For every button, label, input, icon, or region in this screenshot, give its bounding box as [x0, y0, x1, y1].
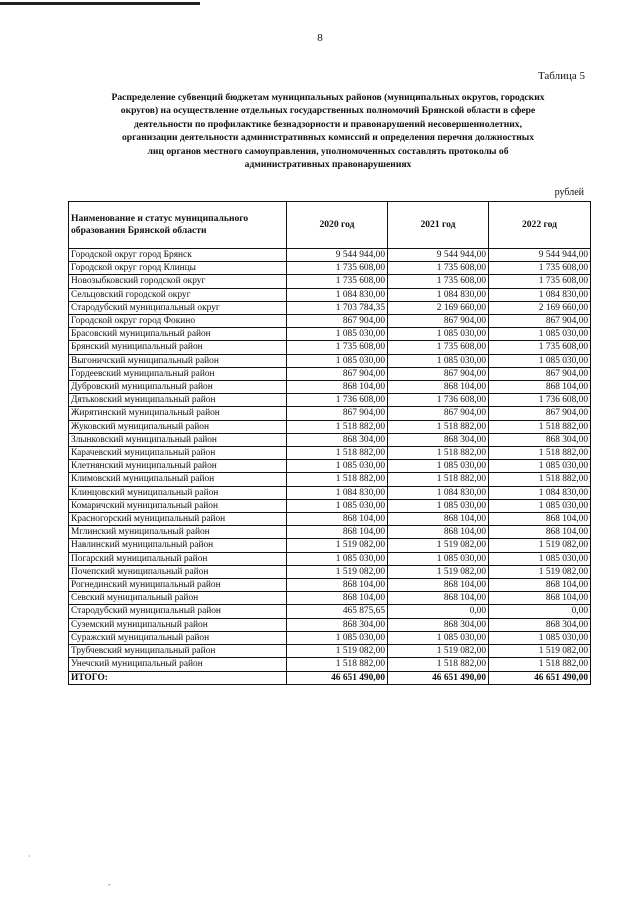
cell-2022: 868 104,00: [489, 513, 591, 526]
heading-line: организации деятельности административных комиссий и определения перечня должностных: [121, 132, 535, 144]
table-row: [69, 618, 591, 631]
table-row: [69, 645, 591, 658]
cell-2022: 1 085 030,00: [489, 354, 591, 367]
cell-2022: 1 735 608,00: [489, 341, 591, 354]
cell-2022: 1 518 882,00: [489, 420, 591, 433]
cell-2021: 46 651 490,00: [388, 671, 489, 684]
cell-2021: 1 085 030,00: [388, 328, 489, 341]
table-row: [69, 631, 591, 644]
cell-2021: 1 735 608,00: [388, 275, 489, 288]
cell-2021: 867 904,00: [388, 407, 489, 420]
cell-2020: 1 085 030,00: [287, 328, 388, 341]
cell-2021: 867 904,00: [388, 367, 489, 380]
cell-2021: 868 304,00: [388, 433, 489, 446]
table-row: [69, 658, 591, 671]
cell-2022: 1 085 030,00: [489, 328, 591, 341]
cell-2020: 867 904,00: [287, 407, 388, 420]
cell-2021: 868 104,00: [388, 579, 489, 592]
cell-2020: 1 519 082,00: [287, 565, 388, 578]
cell-name: Суземский муниципальный район: [69, 618, 287, 631]
cell-name: Рогнединский муниципальный район: [69, 579, 287, 592]
cell-2022: 867 904,00: [489, 315, 591, 328]
table-row: [69, 249, 591, 262]
table-row: [69, 552, 591, 565]
cell-2020: 868 104,00: [287, 579, 388, 592]
cell-name: Мглинский муниципальный район: [69, 526, 287, 539]
cell-name: Навлинский муниципальный район: [69, 539, 287, 552]
cell-2021: 1 085 030,00: [388, 552, 489, 565]
cell-2020: 1 085 030,00: [287, 499, 388, 512]
cell-name: Злынковский муниципальный район: [69, 433, 287, 446]
cell-2022: 868 104,00: [489, 526, 591, 539]
heading-line: Распределение субвенций бюджетам муниципальных районов (муниципальных округов, городских: [111, 92, 545, 103]
table-row: [69, 605, 591, 618]
cell-2021: 868 104,00: [388, 513, 489, 526]
heading-line: административных правонарушениях: [244, 159, 412, 171]
cell-name: Погарский муниципальный район: [69, 552, 287, 565]
table-row: [69, 513, 591, 526]
cell-2021: 1 518 882,00: [388, 473, 489, 486]
cell-2020: 1 735 608,00: [287, 262, 388, 275]
document-heading: [62, 91, 594, 171]
cell-2022: 1 519 082,00: [489, 645, 591, 658]
table-row: [69, 420, 591, 433]
cell-2022: 1 084 830,00: [489, 288, 591, 301]
cell-2022: 1 735 608,00: [489, 275, 591, 288]
cell-name: Жирятинский муниципальный район: [69, 407, 287, 420]
cell-2021: 1 519 082,00: [388, 539, 489, 552]
cell-2021: 1 735 608,00: [388, 262, 489, 275]
cell-2020: 1 085 030,00: [287, 354, 388, 367]
table-total-row: [69, 671, 591, 684]
page-number: 8: [317, 32, 323, 44]
cell-2020: 868 304,00: [287, 433, 388, 446]
cell-2021: 1 084 830,00: [388, 288, 489, 301]
cell-2020: 1 084 830,00: [287, 288, 388, 301]
cell-2022: 1 519 082,00: [489, 539, 591, 552]
header-2021: 2021 год: [388, 202, 489, 249]
heading-line: округов) на осуществление отдельных государственных полномочий Брянской области в сфере: [120, 105, 536, 117]
cell-2022: 2 169 660,00: [489, 301, 591, 314]
cell-2022: 868 304,00: [489, 433, 591, 446]
cell-2020: 9 544 944,00: [287, 249, 388, 262]
units-label: рублей: [554, 187, 584, 198]
table-row: [69, 394, 591, 407]
cell-2021: 1 084 830,00: [388, 486, 489, 499]
table-row: [69, 328, 591, 341]
cell-2020: 46 651 490,00: [287, 671, 388, 684]
cell-2022: 867 904,00: [489, 407, 591, 420]
cell-name: Карачевский муниципальный район: [69, 447, 287, 460]
top-scan-line: [0, 2, 200, 5]
cell-2021: 1 519 082,00: [388, 645, 489, 658]
table-row: [69, 486, 591, 499]
header-2022: 2022 год: [489, 202, 591, 249]
cell-2022: 1 084 830,00: [489, 486, 591, 499]
cell-2022: 1 518 882,00: [489, 658, 591, 671]
cell-2020: 867 904,00: [287, 315, 388, 328]
cell-2020: 1 736 608,00: [287, 394, 388, 407]
cell-name: Выгоничский муниципальный район: [69, 354, 287, 367]
cell-2021: 2 169 660,00: [388, 301, 489, 314]
table-row: [69, 539, 591, 552]
table-row: [69, 579, 591, 592]
table-row: [69, 526, 591, 539]
cell-name: Брасовский муниципальный район: [69, 328, 287, 341]
cell-2020: 1 084 830,00: [287, 486, 388, 499]
cell-2022: 867 904,00: [489, 367, 591, 380]
table-row: [69, 499, 591, 512]
table-row: [69, 288, 591, 301]
cell-2021: 1 518 882,00: [388, 447, 489, 460]
cell-name: Климовский муниципальный район: [69, 473, 287, 486]
cell-2020: 1 085 030,00: [287, 631, 388, 644]
cell-name: Клетнянский муниципальный район: [69, 460, 287, 473]
cell-2022: 1 518 882,00: [489, 447, 591, 460]
cell-2020: 465 875,65: [287, 605, 388, 618]
header-name: Наименование и статус муниципального образования Брянской области: [69, 202, 287, 249]
cell-2022: 1 519 082,00: [489, 565, 591, 578]
cell-2022: 868 104,00: [489, 579, 591, 592]
cell-2021: 1 518 882,00: [388, 420, 489, 433]
cell-name: Стародубский муниципальный округ: [69, 301, 287, 314]
table-row: [69, 433, 591, 446]
cell-2020: 868 104,00: [287, 381, 388, 394]
cell-2021: 868 304,00: [388, 618, 489, 631]
table-row: [69, 381, 591, 394]
heading-line: деятельности по профилактике безнадзорности и правонарушений несовершеннолетних,: [134, 118, 522, 130]
cell-2020: 867 904,00: [287, 367, 388, 380]
cell-2020: 1 518 882,00: [287, 420, 388, 433]
table-header-row: [69, 202, 591, 249]
table-body: [69, 249, 591, 685]
cell-2022: 868 104,00: [489, 381, 591, 394]
cell-2022: 0,00: [489, 605, 591, 618]
cell-2021: 1 736 608,00: [388, 394, 489, 407]
table-row: [69, 262, 591, 275]
cell-2021: 1 085 030,00: [388, 631, 489, 644]
cell-name: Жуковский муниципальный район: [69, 420, 287, 433]
cell-2022: 1 518 882,00: [489, 473, 591, 486]
table-row: [69, 275, 591, 288]
cell-2020: 868 304,00: [287, 618, 388, 631]
cell-2020: 868 104,00: [287, 513, 388, 526]
cell-2021: 0,00: [388, 605, 489, 618]
cell-2021: 9 544 944,00: [388, 249, 489, 262]
table-row: [69, 447, 591, 460]
scan-mark: ·: [28, 852, 31, 861]
cell-name: Городской округ город Клинцы: [69, 262, 287, 275]
cell-name: Суражский муниципальный район: [69, 631, 287, 644]
heading-line: лиц органов местного самоуправления, уполномоченных составлять протоколы об: [147, 145, 509, 157]
cell-name: Дубровский муниципальный район: [69, 381, 287, 394]
cell-name: Комаричский муниципальный район: [69, 499, 287, 512]
cell-2021: 1 085 030,00: [388, 354, 489, 367]
cell-2021: 1 518 882,00: [388, 658, 489, 671]
cell-2020: 1 703 784,35: [287, 301, 388, 314]
cell-2021: 1 085 030,00: [388, 460, 489, 473]
cell-name: Сельцовский городской округ: [69, 288, 287, 301]
cell-2020: 1 518 882,00: [287, 473, 388, 486]
cell-2020: 868 104,00: [287, 592, 388, 605]
cell-2022: 46 651 490,00: [489, 671, 591, 684]
cell-2022: 1 085 030,00: [489, 460, 591, 473]
cell-2020: 1 735 608,00: [287, 275, 388, 288]
cell-name: Севский муниципальный район: [69, 592, 287, 605]
cell-name: Почепский муниципальный район: [69, 565, 287, 578]
cell-2021: 868 104,00: [388, 592, 489, 605]
cell-2022: 1 735 608,00: [489, 262, 591, 275]
table-row: [69, 301, 591, 314]
cell-name: Красногорский муниципальный район: [69, 513, 287, 526]
subvention-table: [68, 201, 591, 685]
table-row: [69, 473, 591, 486]
cell-name: ИТОГО:: [69, 671, 287, 684]
scan-mark: -: [108, 880, 111, 889]
cell-name: Трубчевский муниципальный район: [69, 645, 287, 658]
cell-2021: 868 104,00: [388, 526, 489, 539]
cell-2022: 868 104,00: [489, 592, 591, 605]
cell-2020: 1 519 082,00: [287, 539, 388, 552]
cell-name: Стародубский муниципальный район: [69, 605, 287, 618]
table-row: [69, 592, 591, 605]
cell-2020: 1 085 030,00: [287, 460, 388, 473]
cell-2022: 1 085 030,00: [489, 552, 591, 565]
table-row: [69, 341, 591, 354]
cell-2020: 1 735 608,00: [287, 341, 388, 354]
cell-2022: 1 085 030,00: [489, 499, 591, 512]
table-row: [69, 565, 591, 578]
cell-name: Дятьковский муниципальный район: [69, 394, 287, 407]
table-row: [69, 354, 591, 367]
cell-2021: 1 735 608,00: [388, 341, 489, 354]
cell-2022: 1 085 030,00: [489, 631, 591, 644]
cell-2021: 1 519 082,00: [388, 565, 489, 578]
cell-name: Городской округ город Фокино: [69, 315, 287, 328]
cell-name: Новозыбковский городской округ: [69, 275, 287, 288]
table-row: [69, 460, 591, 473]
table-row: [69, 407, 591, 420]
cell-2021: 867 904,00: [388, 315, 489, 328]
cell-2020: 1 518 882,00: [287, 447, 388, 460]
cell-2020: 1 518 882,00: [287, 658, 388, 671]
cell-name: Унечский муниципальный район: [69, 658, 287, 671]
cell-2020: 1 519 082,00: [287, 645, 388, 658]
cell-2022: 9 544 944,00: [489, 249, 591, 262]
cell-2021: 1 085 030,00: [388, 499, 489, 512]
table-row: [69, 367, 591, 380]
cell-2022: 1 736 608,00: [489, 394, 591, 407]
cell-name: Городской округ город Брянск: [69, 249, 287, 262]
header-2020: 2020 год: [287, 202, 388, 249]
cell-name: Клинцовский муниципальный район: [69, 486, 287, 499]
table-row: [69, 315, 591, 328]
cell-2020: 1 085 030,00: [287, 552, 388, 565]
cell-name: Брянский муниципальный район: [69, 341, 287, 354]
cell-2021: 868 104,00: [388, 381, 489, 394]
table-label: Таблица 5: [537, 70, 585, 82]
cell-2022: 868 304,00: [489, 618, 591, 631]
cell-name: Гордеевский муниципальный район: [69, 367, 287, 380]
cell-2020: 868 104,00: [287, 526, 388, 539]
